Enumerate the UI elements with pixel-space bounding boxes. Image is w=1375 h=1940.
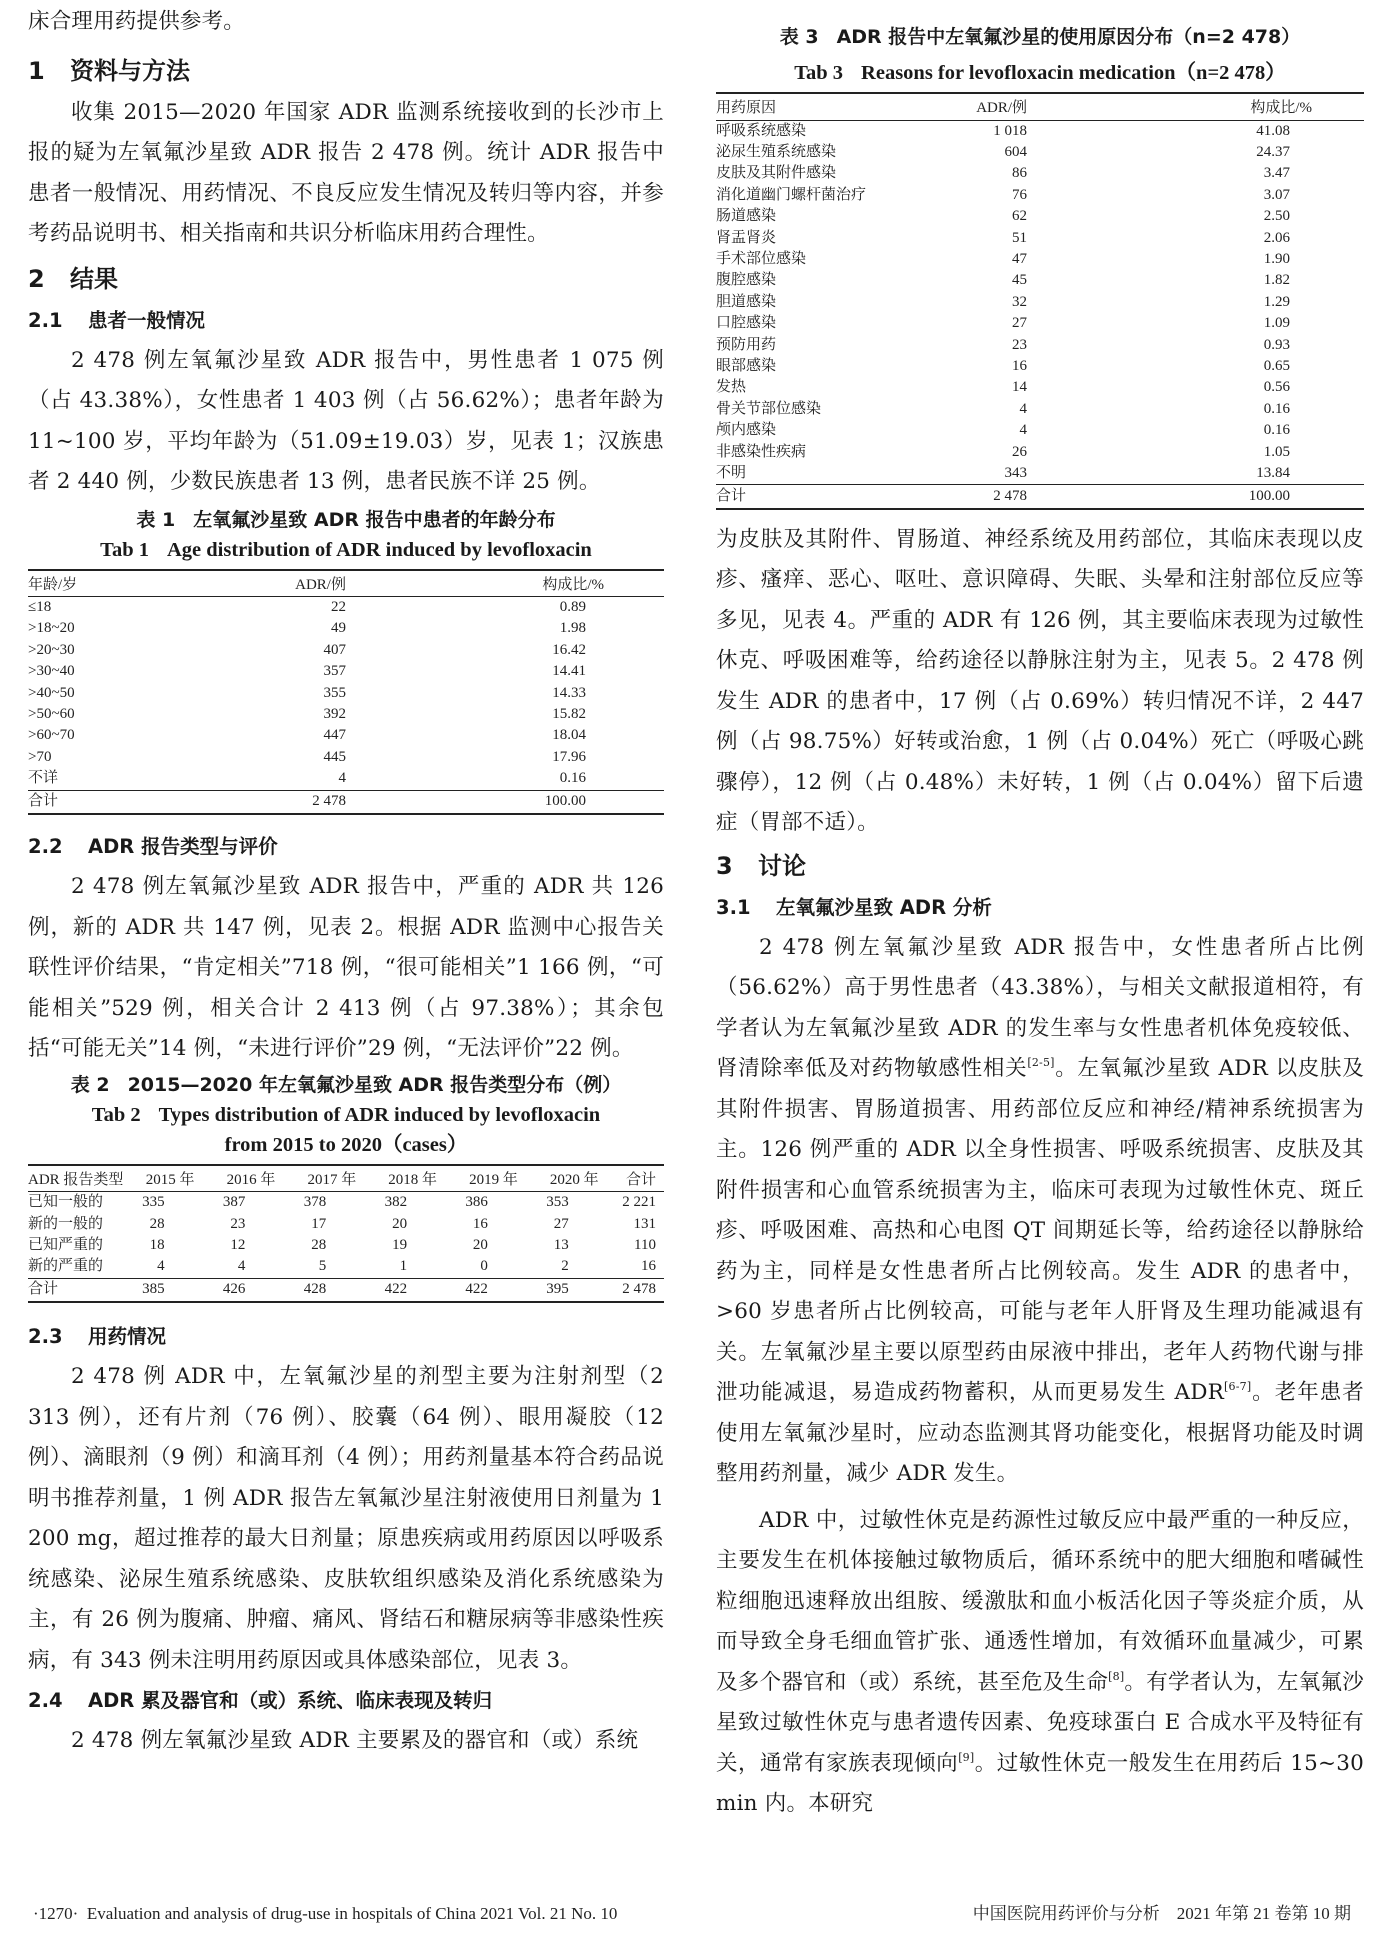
table-1-caption-zh	[28, 505, 664, 535]
text-run: ADR 中，过敏性休克是药源性过敏反应中最严重的一种反应，主要发生在机体接触过敏物质后，循环系统中的肥大细胞和嗜碱性粒细胞迅速释放出组胺、缓激肽和血小板活化因子等炎症介质，从而导致全身毛细血管扩张、通透性增加，有效循环血量减少，可累及多个器官和（或）系统，甚至危及生命	[716, 1507, 1364, 1695]
table-row	[716, 463, 1364, 485]
table-cell: 12	[230, 1236, 246, 1253]
journal-name-en: Evaluation and analysis of drug-use in hospitals of China 2021 Vol. 21 No. 10	[86, 1904, 618, 1923]
table-cell: 387	[222, 1194, 246, 1211]
table-cell: 1.29	[1263, 293, 1290, 310]
subsection-number: 3.1	[716, 895, 751, 919]
table-cell: 19	[392, 1236, 408, 1253]
table-cell: 泌尿生殖系统感染	[716, 143, 837, 160]
column-header: ADR/例	[897, 93, 1027, 120]
table-cell: 皮肤及其附件感染	[716, 165, 837, 182]
table-cell: 22	[330, 599, 346, 615]
table-row	[28, 683, 664, 704]
citation-ref[interactable]: [9]	[958, 1750, 975, 1764]
table-cell: 51	[1012, 229, 1028, 246]
table-cell: 386	[465, 1194, 488, 1211]
table-cell: 382	[384, 1194, 408, 1211]
table-title-line1: Types distribution of ADR induced by levofloxacin	[158, 1103, 601, 1126]
subsection-title: 左氧氟沙星致 ADR 分析	[776, 895, 992, 919]
table-title: Age distribution of ADR induced by levofloxacin	[166, 538, 592, 561]
table-row	[28, 747, 664, 768]
table-cell: 1.09	[1263, 315, 1290, 332]
table-1	[28, 505, 664, 816]
column-header: 2017 年	[291, 1165, 372, 1192]
table-cell: 不明	[716, 465, 747, 481]
table-row	[716, 442, 1364, 463]
table-cell: >30~40	[28, 663, 75, 680]
table-cell: 1.82	[1263, 272, 1290, 289]
table-total-row	[716, 485, 1364, 509]
table-cell: 2.50	[1263, 208, 1290, 225]
table-cell: 62	[1012, 208, 1028, 225]
subsection-heading-3-1	[716, 888, 1364, 928]
table-row	[716, 292, 1364, 313]
column-header: 年龄/岁	[28, 570, 244, 597]
subsection-number: 2.2	[28, 835, 63, 859]
table-cell: 445	[323, 748, 346, 765]
table-cell: 消化道幽门螺杆菌治疗	[716, 186, 867, 203]
table-cell: 41.08	[1256, 122, 1290, 139]
table-cell: 20	[392, 1215, 408, 1232]
table-label: 表 1	[136, 508, 176, 531]
subsection-title: ADR 报告类型与评价	[88, 835, 278, 859]
table-2	[28, 1070, 664, 1304]
section-number: 2	[28, 264, 45, 293]
table-cell: 17	[311, 1215, 327, 1232]
table-cell: 已知严重的	[28, 1236, 104, 1253]
table-cell: 110	[634, 1236, 656, 1253]
table-cell: 手术部位感染	[716, 250, 807, 267]
medication-reason-table	[716, 92, 1364, 510]
subsection-heading-2-2	[28, 827, 664, 867]
table-label: 表 3	[779, 26, 819, 48]
table-label: 表 2	[70, 1073, 110, 1096]
table-total-row	[28, 1278, 664, 1302]
table-title: 2015—2020 年左氧氟沙星致 ADR 报告类型分布（例）	[127, 1073, 622, 1096]
table-cell: 4	[338, 770, 346, 787]
table-cell: 15.82	[552, 706, 586, 723]
table-cell: 13	[553, 1236, 569, 1253]
journal-name-zh: 中国医院用药评价与分析 2021 年第 21 卷第 10 期	[972, 1904, 1351, 1923]
table-row	[28, 768, 664, 790]
table-row	[716, 377, 1364, 398]
table-cell: 0.16	[1263, 422, 1290, 439]
table-cell: 4	[1019, 422, 1028, 439]
table-cell: 5	[318, 1258, 327, 1275]
table-header-row	[28, 1165, 664, 1192]
subsection-heading-2-4	[28, 1681, 664, 1721]
table-label: Tab 1	[100, 538, 149, 561]
table-title: ADR 报告中左氧氟沙星的使用原因分布（n=2 478）	[836, 26, 1301, 48]
table-2-caption-en-line2: from 2015 to 2020（cases）	[224, 1133, 468, 1156]
table-cell: 422	[372, 1278, 453, 1302]
column-header: 构成比/%	[346, 570, 664, 597]
column-header: 合计	[615, 1165, 664, 1192]
subsection-number: 2.4	[28, 1689, 63, 1713]
table-cell: 不详	[28, 770, 59, 787]
age-distribution-table	[28, 569, 664, 816]
table-cell: >60~70	[28, 727, 75, 744]
table-row	[28, 618, 664, 639]
table-cell: 1 018	[993, 122, 1028, 139]
text-run: 2 478 例左氧氟沙星致 ADR 报告中，女性患者所占比例（56.62%）高于男性患者（43.38%），与相关文献报道相符，有学者认为左氧氟沙星致 ADR 的发生率与女性患者机体免疫较低、肾清除率低及对药物敏感性相关	[716, 934, 1364, 1082]
table-cell: 604	[1004, 143, 1028, 160]
text-run: 。老年患者使用左氧氟沙星时，应动态监测其肾功能变化，根据肾功能及时调整用药剂量，减少 ADR 发生。	[716, 1380, 1364, 1487]
table-row	[716, 185, 1364, 206]
table-cell: 口腔感染	[716, 315, 777, 332]
table-3-caption-zh	[716, 22, 1364, 52]
intro-tail: 床合理用药提供参考。	[28, 9, 246, 34]
table-cell: >40~50	[28, 684, 75, 701]
column-header: 2019 年	[453, 1165, 534, 1192]
table-cell: 20	[472, 1236, 488, 1253]
table-cell: 49	[330, 620, 346, 637]
table-row	[716, 142, 1364, 163]
table-cell: 颅内感染	[716, 422, 777, 439]
subsection-title: 患者一般情况	[88, 308, 206, 332]
column-header: 2016 年	[211, 1165, 292, 1192]
column-header: 构成比/%	[1027, 93, 1364, 120]
table-3-caption-en	[716, 58, 1364, 88]
subsection-number: 2.1	[28, 308, 63, 332]
table-cell: 2	[561, 1258, 569, 1275]
table-cell: >18~20	[28, 620, 75, 637]
section-number: 3	[716, 851, 733, 880]
table-cell: 16	[472, 1215, 488, 1232]
table-cell: 2.06	[1263, 229, 1290, 246]
table-cell: 13.84	[1256, 465, 1290, 481]
table-title: 左氧氟沙星致 ADR 报告中患者的年龄分布	[193, 508, 556, 531]
table-cell: 27	[1012, 315, 1028, 332]
table-cell: 14.33	[552, 684, 586, 701]
table-row	[716, 270, 1364, 291]
table-2-caption-en	[28, 1100, 664, 1130]
table-cell: 392	[323, 706, 346, 723]
subsection-title: ADR 累及器官和（或）系统、临床表现及转归	[88, 1689, 493, 1713]
table-cell: 4	[157, 1258, 165, 1275]
page-number: ·1270·	[33, 1904, 79, 1923]
table-cell: 76	[1012, 186, 1028, 203]
table-cell: 14	[1012, 379, 1028, 396]
table-cell: 357	[323, 663, 346, 680]
table-cell: 18	[149, 1236, 165, 1253]
text-run: 。过敏性休克一般发生在用药后 15~30 min 内。本研究	[716, 1750, 1364, 1817]
table-cell: 肾盂肾炎	[716, 229, 777, 246]
table-cell: 23	[230, 1215, 246, 1232]
paragraph-organs-systems: 2 478 例左氧氟沙星致 ADR 主要累及的器官和（或）系统	[71, 1728, 639, 1754]
table-row	[716, 120, 1364, 142]
table-cell: 0.65	[1263, 357, 1290, 374]
subsection-heading-2-1	[28, 301, 664, 341]
table-row	[28, 640, 664, 661]
citation-ref[interactable]: [6-7]	[1224, 1380, 1252, 1394]
text-run: 。左氧氟沙星致 ADR 以皮肤及其附件损害、胃肠道损害、用药部位反应和神经/精神系统损害为主。126 例严重的 ADR 以全身性损害、呼吸系统损害、皮肤及其附件损害和心血管系统损害为主，临床可表现为过敏性休克、斑丘疹、呼吸困难、高热和心电图 QT 间期延长等，给药途径以静脉给药为主，同样是女性患者所占比例较高。发生 ADR 的患者中，>60 岁患者所占比例较高，可能与老年人肝肾及生理功能减退有关。左氧氟沙星主要以原型药由尿液中排出，老年人药物代谢与排泄功能减退，易造成药物蓄积，从而更易发生 ADR	[716, 1056, 1364, 1406]
table-cell: 28	[149, 1215, 165, 1232]
column-header: 用药原因	[716, 93, 897, 120]
table-cell: 378	[303, 1194, 327, 1211]
table-cell: 发热	[716, 379, 747, 396]
table-label: Tab 2	[91, 1103, 141, 1126]
table-row	[28, 1192, 664, 1214]
subsection-title: 用药情况	[88, 1325, 167, 1349]
page-footer-left	[33, 1902, 617, 1926]
paragraph-anaphylactic-shock	[716, 1501, 1364, 1825]
table-3	[716, 22, 1364, 510]
table-row	[716, 399, 1364, 420]
table-cell: 2 478	[897, 485, 1027, 509]
table-cell: 2 478	[615, 1278, 664, 1302]
column-header: ADR/例	[244, 570, 346, 597]
table-cell: 131	[633, 1215, 656, 1232]
table-cell: 100.00	[346, 790, 664, 814]
table-row	[716, 163, 1364, 184]
table-header-row	[28, 570, 664, 597]
table-cell: 0.16	[559, 770, 586, 787]
table-cell: 非感染性疾病	[716, 443, 807, 460]
table-cell: 335	[142, 1194, 165, 1211]
table-row	[28, 597, 664, 619]
table-cell: 24.37	[1256, 143, 1290, 160]
table-row	[716, 249, 1364, 270]
table-label: Tab 3	[794, 62, 844, 84]
table-cell: 呼吸系统感染	[716, 122, 807, 139]
paragraph-report-types: 2 478 例左氧氟沙星致 ADR 报告中，严重的 ADR 共 126 例，新的 ADR 共 147 例，见表 2。根据 ADR 监测中心报告关联性评价结果，“肯定相关”718 例，“很可能相关”1 166 例，“可能相关”529 例，相关合计 2 413 例（占 97.38%）；其余包括“可能无关”14 例，“未进行评价”29 例，“无法评价”22 例。	[28, 874, 664, 1062]
table-cell: 预防用药	[716, 336, 777, 353]
table-row	[28, 725, 664, 746]
table-cell: >70	[28, 748, 52, 765]
table-cell: 3.47	[1263, 165, 1290, 182]
table-cell: 86	[1012, 165, 1028, 182]
table-cell: >20~30	[28, 641, 75, 658]
table-cell: 合计	[716, 485, 897, 509]
section-title: 结果	[70, 264, 118, 293]
section-heading-1	[28, 49, 664, 93]
table-row	[716, 335, 1364, 356]
citation-ref[interactable]: [8]	[1108, 1669, 1125, 1683]
section-title: 资料与方法	[70, 56, 190, 85]
table-cell: 16	[641, 1258, 656, 1275]
table-cell: 47	[1012, 250, 1028, 267]
paragraph-methods: 收集 2015—2020 年国家 ADR 监测系统接收到的长沙市上报的疑为左氧氟沙星致 ADR 报告 2 478 例。统计 ADR 报告中患者一般情况、用药情况、不良反应发生情况及转归等内容，并参考药品说明书、相关指南和共识分析临床用药合理性。	[28, 99, 664, 246]
table-cell: 422	[453, 1278, 534, 1302]
table-cell: 0	[480, 1258, 488, 1275]
table-cell: 4	[237, 1258, 246, 1275]
table-cell: 4	[1019, 400, 1028, 417]
table-cell: 1.05	[1263, 443, 1290, 460]
paragraph-adr-analysis	[716, 928, 1364, 1495]
table-cell: 骨关节部位感染	[716, 400, 822, 417]
table-cell: 新的一般的	[28, 1215, 104, 1232]
table-row	[28, 661, 664, 682]
table-row	[28, 1214, 664, 1235]
table-cell: >50~60	[28, 706, 75, 723]
citation-ref[interactable]: [2-5]	[1027, 1056, 1055, 1070]
table-cell: 0.56	[1263, 379, 1290, 396]
subsection-heading-2-3	[28, 1317, 664, 1357]
table-cell: 1.98	[559, 620, 586, 637]
table-cell: 17.96	[552, 748, 586, 765]
table-cell: 447	[323, 727, 346, 744]
table-cell: 355	[323, 684, 346, 701]
table-cell: 385	[130, 1278, 211, 1302]
left-column	[28, 0, 664, 1762]
table-row	[28, 1235, 664, 1256]
paragraph-general-info: 2 478 例左氧氟沙星致 ADR 报告中，男性患者 1 075 例（占 43.38%），女性患者 1 403 例（占 56.62%）；患者年龄为 11~100 岁，平均年龄为（51.09±19.03）岁，见表 1；汉族患者 2 440 例，少数民族患者 13 例，患者民族不详 25 例。	[28, 347, 664, 494]
table-cell: 45	[1012, 272, 1028, 289]
table-cell: 26	[1012, 443, 1028, 460]
table-cell: 353	[546, 1194, 569, 1211]
table-cell: 3.07	[1263, 186, 1290, 203]
table-cell: 28	[311, 1236, 327, 1253]
table-cell: 18.04	[552, 727, 586, 744]
table-header-row	[716, 93, 1364, 120]
table-cell: 0.16	[1263, 400, 1290, 417]
table-row	[716, 206, 1364, 227]
table-2-caption-zh	[28, 1070, 664, 1100]
column-header: 2020 年	[534, 1165, 615, 1192]
column-header: 2015 年	[130, 1165, 211, 1192]
table-cell: 1.90	[1263, 250, 1290, 267]
table-cell: 新的严重的	[28, 1258, 104, 1275]
table-cell: 14.41	[552, 663, 586, 680]
table-cell: 426	[211, 1278, 292, 1302]
table-cell: 2 221	[622, 1194, 656, 1211]
section-heading-3	[716, 844, 1364, 888]
table-title: Reasons for levofloxacin medication（n=2 478）	[861, 62, 1286, 84]
table-row	[716, 420, 1364, 441]
table-cell: 23	[1012, 336, 1028, 353]
table-cell: 16.42	[552, 641, 586, 658]
table-cell: 395	[534, 1278, 615, 1302]
section-number: 1	[28, 56, 45, 85]
table-row	[716, 356, 1364, 377]
table-cell: ≤18	[28, 599, 52, 615]
table-cell: 合计	[28, 1278, 130, 1302]
section-title: 讨论	[758, 851, 806, 880]
table-cell: 0.93	[1263, 336, 1290, 353]
table-row	[28, 704, 664, 725]
table-row	[716, 228, 1364, 249]
table-cell: 腹腔感染	[716, 272, 777, 289]
paragraph-organs-systems-cont: 为皮肤及其附件、胃肠道、神经系统及用药部位，其临床表现以皮疹、瘙痒、恶心、呕吐、意识障碍、失眠、头晕和注射部位反应等多见，见表 4。严重的 ADR 有 126 例，其主要临床表现为过敏性休克、呼吸困难等，给药途径以静脉注射为主，见表 5。2 478 例发生 ADR 的患者中，17 例（占 0.69%）转归情况不详，2 447 例（占 98.75%）好转或治愈，1 例（占 0.04%）死亡（呼吸心跳骤停），12 例（占 0.48%）未好转，1 例（占 0.04%）留下后遗症（胃部不适）。	[716, 526, 1364, 836]
table-row	[716, 313, 1364, 334]
table-cell: 100.00	[1027, 485, 1364, 509]
table-cell: 已知一般的	[28, 1194, 104, 1211]
table-cell: 27	[553, 1215, 569, 1232]
table-cell: 眼部感染	[716, 357, 777, 374]
table-cell: 343	[1004, 465, 1028, 481]
table-cell: 0.89	[559, 599, 586, 615]
right-column	[716, 0, 1364, 1825]
table-1-caption-en	[28, 535, 664, 565]
table-row	[28, 1256, 664, 1278]
table-cell: 合计	[28, 790, 244, 814]
table-cell: 407	[323, 641, 346, 658]
table-cell: 2 478	[244, 790, 346, 814]
table-cell: 1	[399, 1258, 408, 1275]
table-cell: 肠道感染	[716, 208, 777, 225]
column-header: ADR 报告类型	[28, 1165, 130, 1192]
section-heading-2	[28, 257, 664, 301]
page-footer-right	[973, 1902, 1351, 1926]
report-type-table	[28, 1164, 664, 1304]
subsection-number: 2.3	[28, 1325, 63, 1349]
table-cell: 胆道感染	[716, 293, 777, 310]
table-total-row	[28, 790, 664, 814]
text-run: 。有学者认为，左氧氟沙星致过敏性休克与患者遗传因素、免疫球蛋白 E 合成水平及特征有关，通常有家族表现倾向	[716, 1669, 1364, 1776]
paragraph-drug-use: 2 478 例 ADR 中，左氧氟沙星的剂型主要为注射剂型（2 313 例），还有片剂（76 例）、胶囊（64 例）、眼用凝胶（12 例）、滴眼剂（9 例）和滴耳剂（4 例）；用药剂量基本符合药品说明书推荐剂量，1 例 ADR 报告左氧氟沙星注射液使用日剂量为 1 200 mg，超过推荐的最大日剂量；原患疾病或用药原因以呼吸系统感染、泌尿生殖系统感染、皮肤软组织感染及消化系统感染为主，有 26 例为腹痛、肿瘤、痛风、肾结石和糖尿病等非感染性疾病，有 343 例未注明用药原因或具体感染部位，见表 3。	[28, 1364, 664, 1673]
column-header: 2018 年	[372, 1165, 453, 1192]
table-cell: 32	[1012, 293, 1028, 310]
table-cell: 428	[291, 1278, 372, 1302]
table-cell: 16	[1012, 357, 1028, 374]
